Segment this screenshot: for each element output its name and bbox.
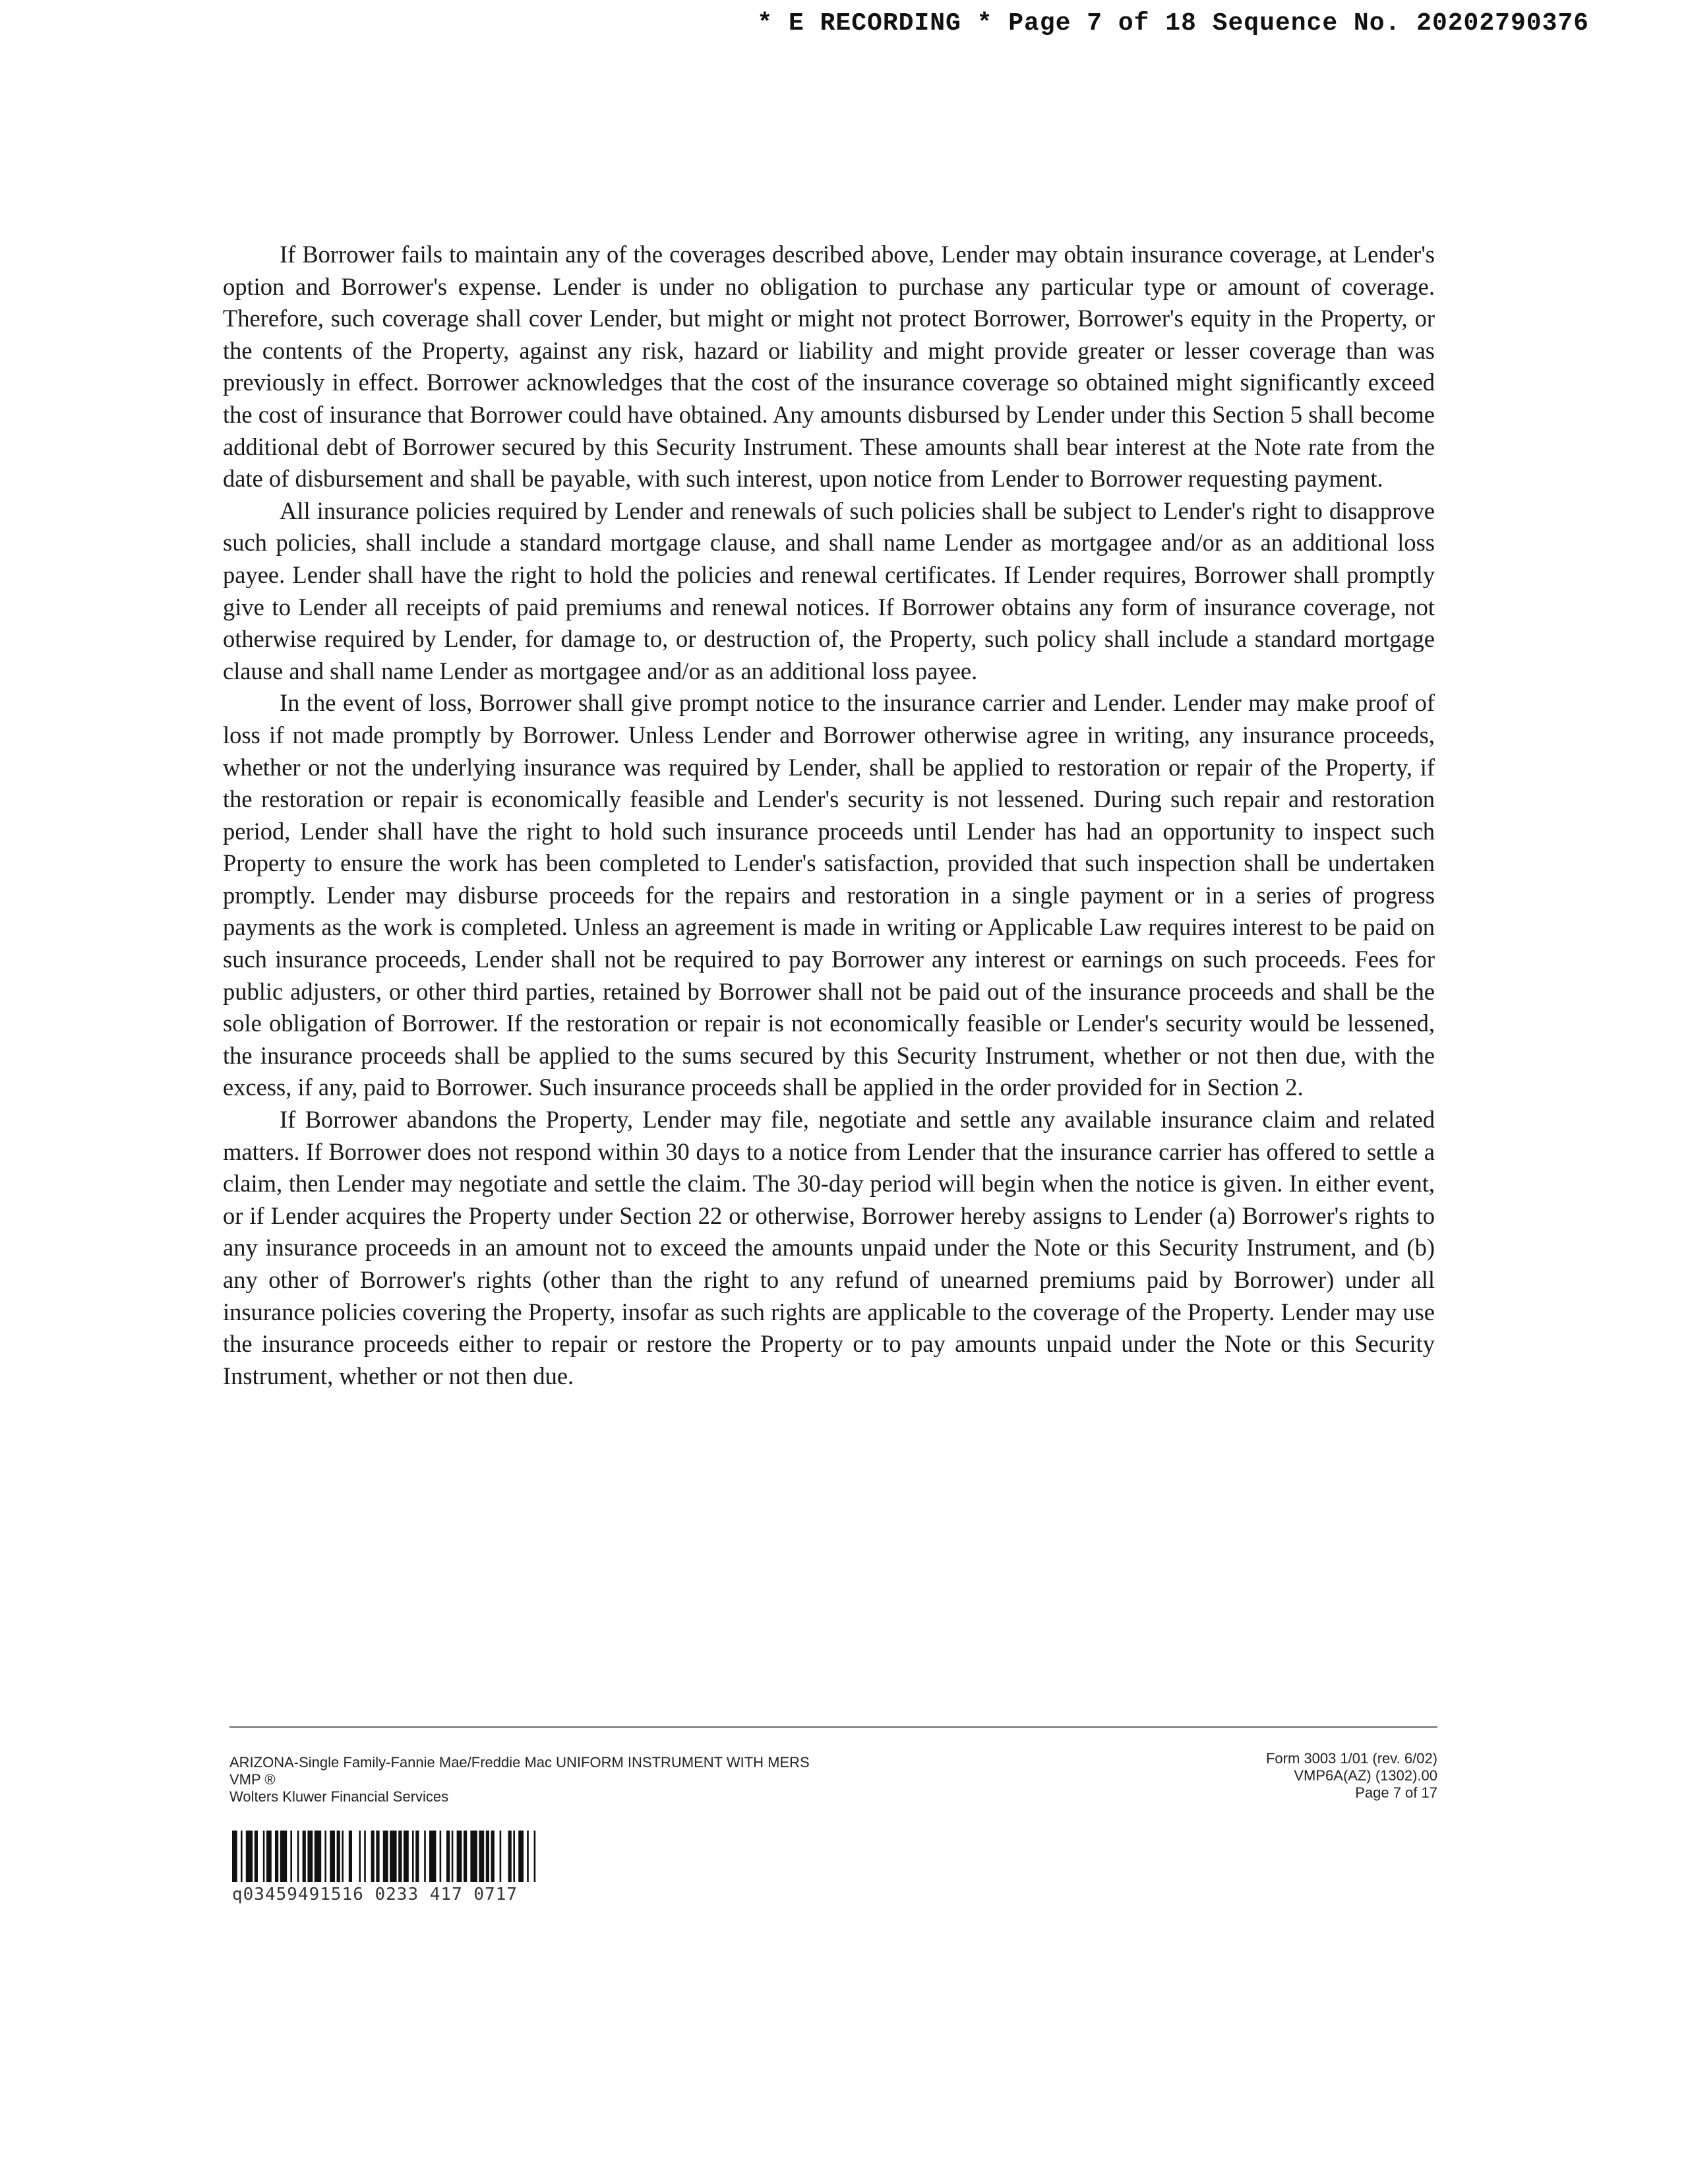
paragraph-policies: All insurance policies required by Lender and renewals of such policies shall be subject to Lender's right to disapprove such policies, shall include a standard mortgage clause, and shall name Lender as mortgagee and/or as an additional loss payee. Lender shall have the right to hold the policies and renewal certificates. If Lender requires, Borrower shall promptly give to Lender all receipts of paid premiums and renewal notices. If Borrower obtains any form of insurance coverage, not otherwise required by Lender, for damage to, or destruction of, the Property, such policy shall include a standard mortgage clause and shall name Lender as mortgagee and/or as an additional loss payee. — [223, 497, 1435, 684]
barcode-bar — [290, 1831, 292, 1882]
footer-divider — [229, 1726, 1437, 1728]
footer-publisher: Wolters Kluwer Financial Services — [229, 1788, 449, 1805]
barcode-bar — [508, 1831, 512, 1882]
barcode-bar — [464, 1831, 467, 1882]
barcode-bar — [390, 1831, 396, 1882]
barcode-bar — [415, 1831, 419, 1882]
footer-vmp-mark: VMP ® — [229, 1771, 276, 1788]
barcode-bar — [513, 1831, 515, 1882]
barcode-bar — [330, 1831, 335, 1882]
barcode — [232, 1831, 704, 1882]
barcode-bar — [263, 1831, 265, 1882]
barcode-bar — [307, 1831, 313, 1882]
barcode-bar — [457, 1831, 462, 1882]
barcode-bar — [349, 1831, 352, 1882]
barcode-bar — [440, 1831, 442, 1882]
paragraph-loss: In the event of loss, Borrower shall give prompt notice to the insurance carrier and Lender. Lender may make proof of loss if not made promptly by Borrower. Unless Lender and Borrower otherwise agree in writing, any insurance proceeds, whether or not the underlying insurance was required by Lender, shall be applied to restoration or repair of the Property, if the restoration or repair is economically feasible and Lender's security is not lessened. During such repair and restoration period, Lender shall have the right to hold such insurance proceeds until Lender has had an opportunity to inspect such Property to ensure the work has been completed to Lender's satisfaction, provided that such inspection shall be undertaken promptly. Lender may disburse proceeds for the repairs and restoration in a single payment or in a series of progress payments as the work is completed. Unless an agreement is made in writing or Applicable Law requires interest to be paid on such insurance proceeds, Lender shall not be required to pay Borrower any interest or earnings on such proceeds. Fees for public adjusters, or other third parties, retained by Borrower shall not be paid out of the insurance proceeds and shall be the sole obligation of Borrower. If the restoration or repair is not economically feasible or Lender's security would be lessened, the insurance proceeds shall be applied to the sums secured by this Security Instrument, whether or not then due, with the excess, if any, paid to Borrower. Such insurance proceeds shall be applied in the order provided for in Section 2. — [223, 689, 1435, 1101]
footer-form-info — [229, 1754, 810, 1805]
document-body — [223, 239, 1435, 1392]
barcode-bar — [266, 1831, 272, 1882]
barcode-bar — [479, 1831, 484, 1882]
barcode-bar — [246, 1831, 253, 1882]
footer-form-revision: Form 3003 1/01 (rev. 6/02) — [1265, 1750, 1437, 1767]
paragraph-coverage: If Borrower fails to maintain any of the coverages described above, Lender may obtain insurance coverage, at Lender's option and Borrower's expense. Lender is under no obligation to purchase any particular type or amount of coverage. Therefore, such coverage shall cover Lender, but might or might not protect Borrower, Borrower's equity in the Property, or the contents of the Property, against any risk, hazard or liability and might provide greater or lesser coverage than was previously in effect. Borrower acknowledges that the cost of the insurance coverage so obtained might significantly exceed the cost of insurance that Borrower could have obtained. Any amounts disbursed by Lender under this Section 5 shall become additional debt of Borrower secured by this Security Instrument. These amounts shall bear interest at the Note rate from the date of disbursement and shall be payable, with such interest, upon notice from Lender to Borrower requesting payment. — [223, 241, 1435, 493]
barcode-bar — [491, 1831, 495, 1882]
barcode-bar — [518, 1831, 524, 1882]
barcode-bar — [359, 1831, 361, 1882]
barcode-bar — [452, 1831, 454, 1882]
barcode-bar — [232, 1831, 237, 1882]
footer-form-code: VMP6A(AZ) (1302).00 — [1294, 1767, 1437, 1784]
barcode-bar — [280, 1831, 287, 1882]
barcode-bar — [429, 1831, 436, 1882]
barcode-number: q03459491516 0233 417 0717 — [232, 1885, 518, 1904]
barcode-bar — [376, 1831, 379, 1882]
barcode-bar — [324, 1831, 326, 1882]
footer-page-number: Page 7 of 17 — [1355, 1784, 1437, 1801]
barcode-bar — [303, 1831, 306, 1882]
barcode-bar — [500, 1831, 502, 1882]
barcode-bar — [297, 1831, 299, 1882]
barcode-bar — [470, 1831, 477, 1882]
footer-form-title: ARIZONA-Single Family-Fannie Mae/Freddie Mac UNIFORM INSTRUMENT WITH MERS — [229, 1754, 810, 1771]
barcode-bar — [534, 1831, 536, 1882]
barcode-bar — [446, 1831, 450, 1882]
barcode-bar — [383, 1831, 388, 1882]
barcode-bar — [398, 1831, 402, 1882]
barcode-bar — [486, 1831, 489, 1882]
barcode-bar — [371, 1831, 375, 1882]
footer-form-number — [1266, 1750, 1437, 1802]
barcode-bar — [241, 1831, 243, 1882]
barcode-bar — [412, 1831, 414, 1882]
barcode-bar — [337, 1831, 340, 1882]
barcode-bar — [424, 1831, 426, 1882]
barcode-bar — [404, 1831, 409, 1882]
paragraph-abandonment: If Borrower abandons the Property, Lender may file, negotiate and settle any available insurance claim and related matters. If Borrower does not respond within 30 days to a notice from Lender that the insurance carrier has offered to settle a claim, then Lender may negotiate and settle the claim. The 30-day period will begin when the notice is given. In either event, or if Lender acquires the Property under Section 22 or otherwise, Borrower hereby assigns to Lender (a) Borrower's rights to any insurance proceeds in an amount not to exceed the amounts unpaid under the Note or this Security Instrument, and (b) any other of Borrower's rights (other than the right to any refund of unearned premiums paid by Borrower) under all insurance policies covering the Property, insofar as such rights are applicable to the coverage of the Property. Lender may use the insurance proceeds either to repair or restore the Property or to pay amounts unpaid under the Note or this Security Instrument, whether or not then due. — [223, 1106, 1435, 1389]
barcode-bar — [315, 1831, 321, 1882]
recording-header: * E RECORDING * Page 7 of 18 Sequence No. 20202790376 — [757, 9, 1589, 38]
barcode-bar — [342, 1831, 344, 1882]
barcode-bar — [255, 1831, 258, 1882]
barcode-bar — [364, 1831, 366, 1882]
barcode-bar — [275, 1831, 278, 1882]
barcode-bar — [527, 1831, 529, 1882]
